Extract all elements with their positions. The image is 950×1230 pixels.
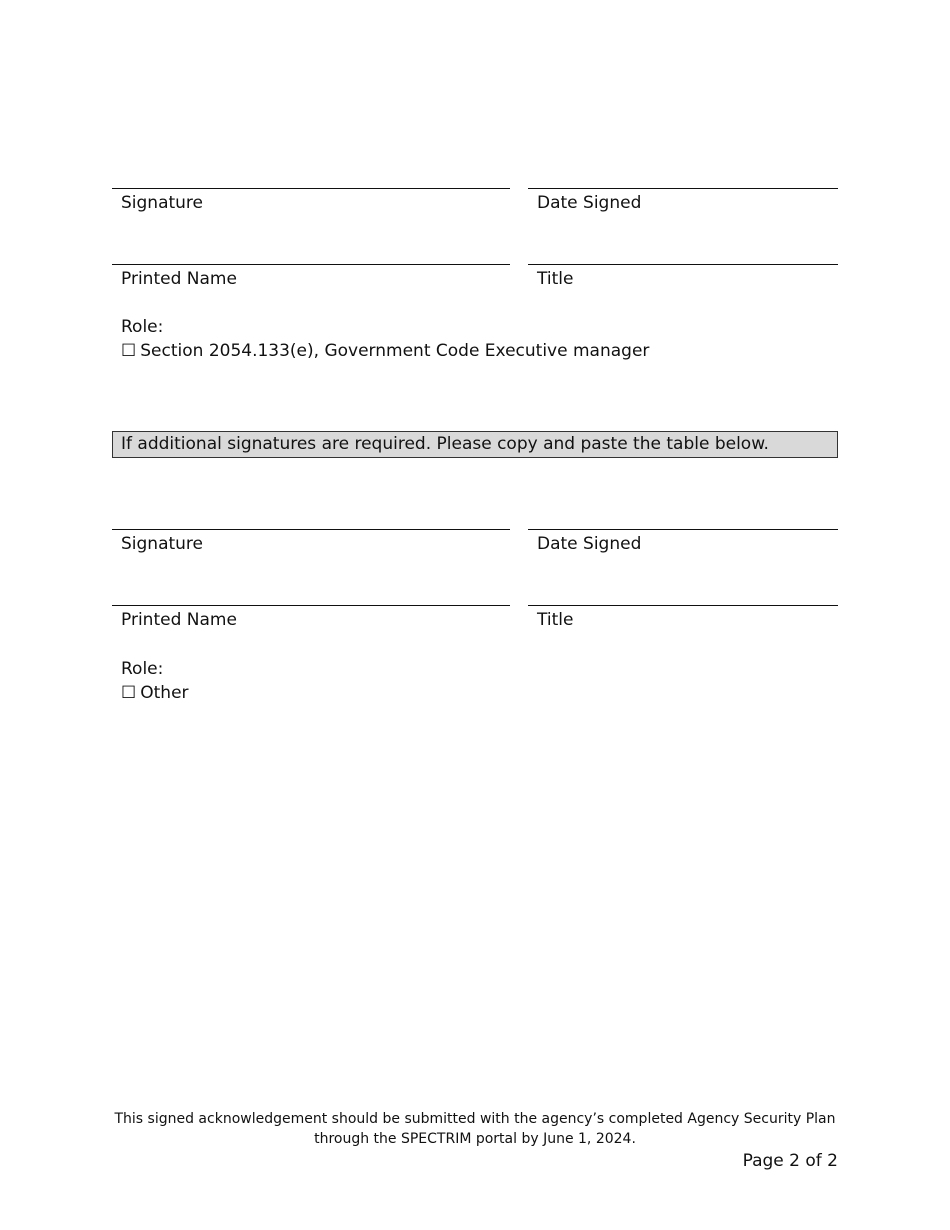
signature-label: Signature (121, 534, 204, 554)
printed-name-label: Printed Name (121, 269, 237, 289)
role-option-label: Other (140, 683, 189, 703)
date-signed-field[interactable] (528, 529, 838, 570)
signature-label: Signature (121, 193, 204, 213)
additional-signatures-notice: If additional signatures are required. Please copy and paste the table below. (112, 431, 838, 458)
signature-block-1 (112, 188, 838, 361)
role-label: Role: (121, 659, 164, 679)
checkbox-icon[interactable]: ☐ (121, 341, 137, 361)
signature-row (112, 529, 838, 605)
title-field[interactable] (528, 264, 838, 305)
signature-block-2 (112, 529, 838, 703)
signature-field[interactable] (112, 188, 510, 229)
submission-note (100, 1109, 850, 1149)
submission-note-line-2: through the SPECTRIM portal by June 1, 2024. (314, 1131, 636, 1147)
title-label: Title (537, 610, 574, 630)
signature-row (112, 188, 838, 264)
date-signed-label: Date Signed (537, 534, 642, 554)
page-number: Page 2 of 2 (742, 1151, 838, 1171)
signature-field[interactable] (112, 529, 510, 570)
printed-name-field[interactable] (112, 264, 510, 305)
date-signed-label: Date Signed (537, 193, 642, 213)
title-field[interactable] (528, 605, 838, 646)
role-section (121, 315, 649, 363)
title-label: Title (537, 269, 574, 289)
role-label: Role: (121, 317, 164, 337)
role-section (121, 657, 189, 705)
role-option-other[interactable] (121, 681, 189, 705)
checkbox-icon[interactable]: ☐ (121, 683, 137, 703)
date-signed-field[interactable] (528, 188, 838, 229)
printed-name-field[interactable] (112, 605, 510, 646)
role-option-executive-manager[interactable] (121, 339, 649, 363)
name-title-row (112, 605, 838, 681)
role-option-label: Section 2054.133(e), Government Code Executive manager (140, 341, 650, 361)
submission-note-line-1: This signed acknowledgement should be submitted with the agency’s completed Agency Security Plan (114, 1111, 836, 1127)
printed-name-label: Printed Name (121, 610, 237, 630)
